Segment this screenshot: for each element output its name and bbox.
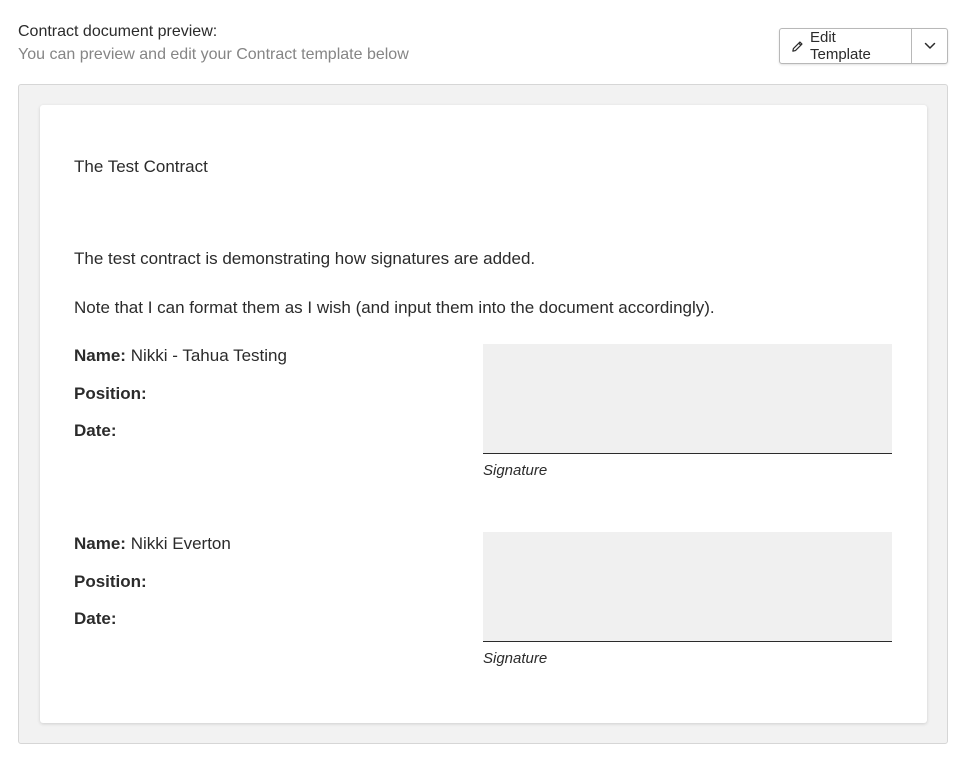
signatory-2-signature-caption: Signature bbox=[483, 650, 548, 667]
signatory-1-date-label: Date: bbox=[74, 421, 117, 440]
signatory-1-name-value: Nikki - Tahua Testing bbox=[130, 346, 287, 365]
signatory-1-position-label: Position: bbox=[74, 384, 147, 403]
preview-header bbox=[18, 22, 409, 66]
signatory-2-position bbox=[74, 572, 147, 592]
signatory-2-name-value: Nikki Everton bbox=[130, 534, 231, 553]
edit-template-label: Edit Template bbox=[810, 29, 871, 63]
preview-title: Contract document preview: bbox=[18, 23, 218, 40]
chevron-down-icon bbox=[924, 42, 936, 50]
edit-template-dropdown-toggle[interactable] bbox=[912, 29, 947, 63]
preview-subtitle: You can preview and edit your Contract template below bbox=[18, 46, 409, 63]
signatory-2-name bbox=[74, 534, 231, 554]
signatory-1-position bbox=[74, 384, 147, 404]
signatory-2-name-label: Name: bbox=[74, 534, 126, 553]
signatory-2-signature-box[interactable] bbox=[483, 532, 892, 642]
contract-document bbox=[40, 105, 927, 723]
signatory-1-signature-caption: Signature bbox=[483, 462, 548, 479]
edit-template-button[interactable] bbox=[780, 29, 912, 63]
document-paragraph-2: Note that I can format them as I wish (and input them into the document accordingly). bbox=[74, 298, 715, 317]
signatory-1-name-label: Name: bbox=[74, 346, 126, 365]
edit-template-button-group bbox=[779, 28, 948, 64]
document-title: The Test Contract bbox=[74, 157, 208, 176]
signatory-2-date bbox=[74, 609, 117, 629]
document-paragraph-1: The test contract is demonstrating how signatures are added. bbox=[74, 249, 536, 268]
signatory-1-date bbox=[74, 421, 117, 441]
document-preview-panel[interactable] bbox=[18, 84, 948, 744]
signatory-2-position-label: Position: bbox=[74, 572, 147, 591]
signatory-2-date-label: Date: bbox=[74, 609, 117, 628]
pencil-icon bbox=[791, 40, 804, 53]
signatory-1-signature-box[interactable] bbox=[483, 344, 892, 454]
signatory-1-name bbox=[74, 346, 287, 366]
